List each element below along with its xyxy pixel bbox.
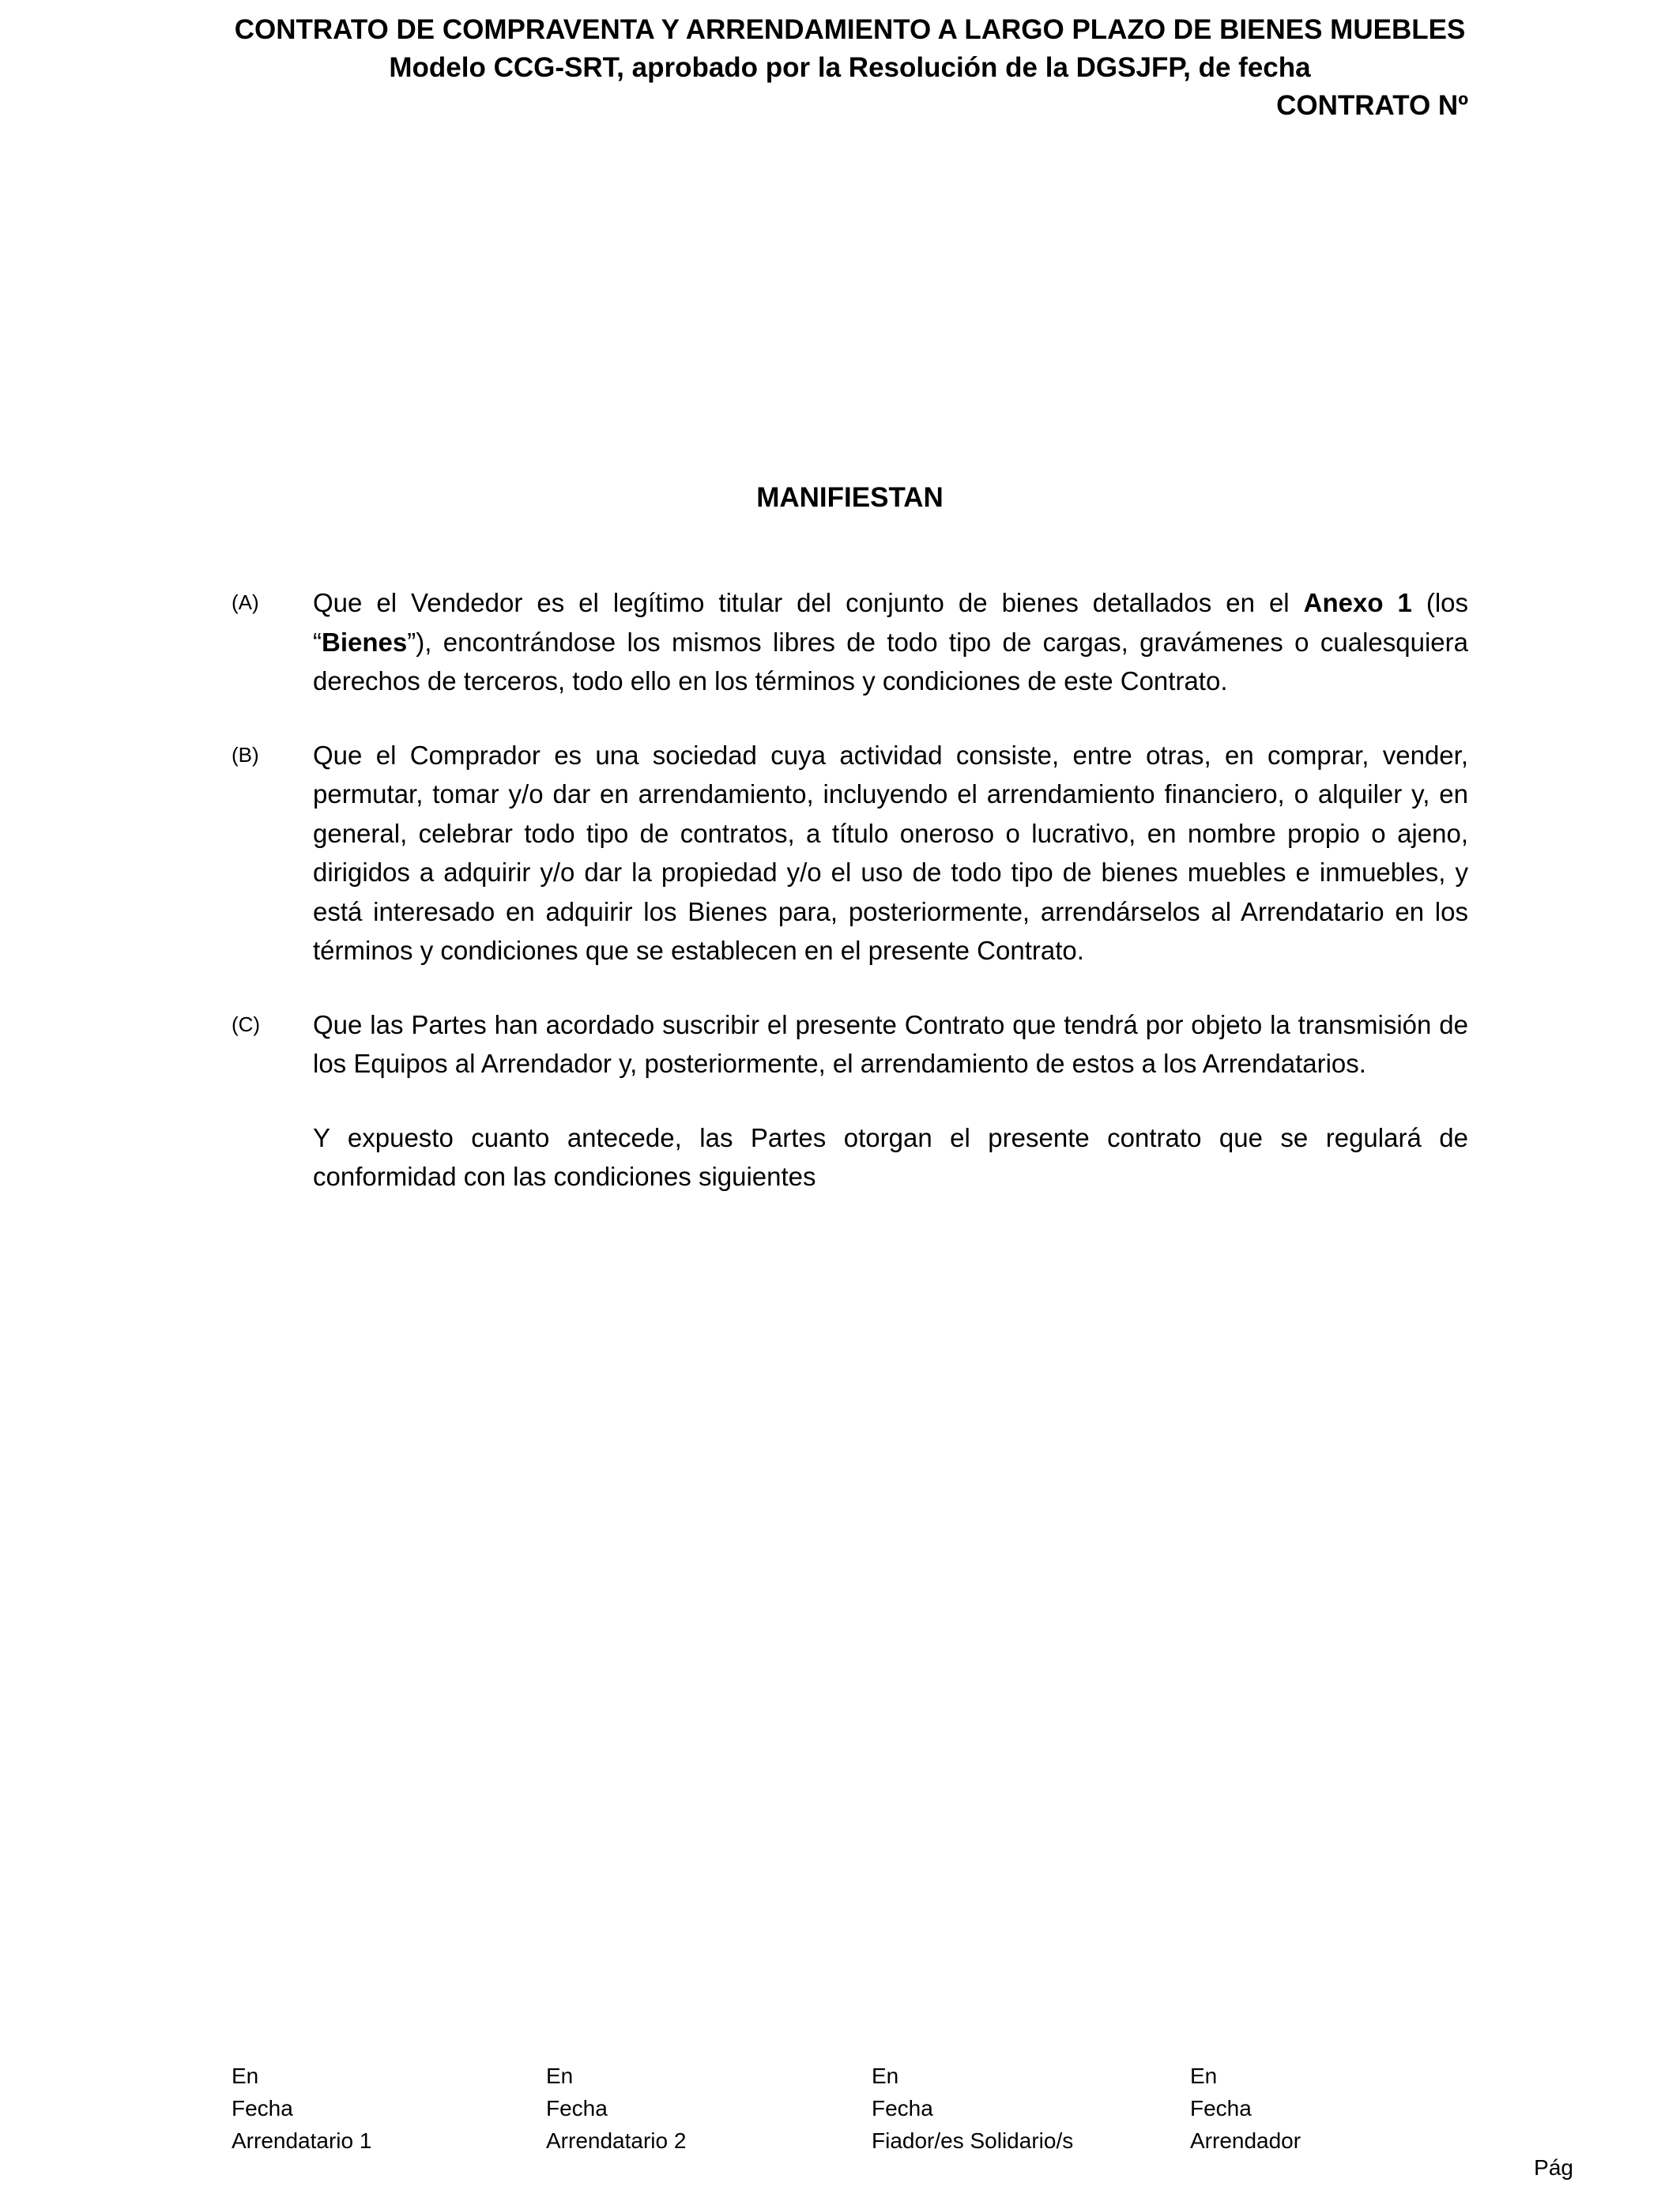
document-title: CONTRATO DE COMPRAVENTA Y ARRENDAMIENTO A LARGO PLAZO DE BIENES MUEBLES xyxy=(234,14,1466,45)
document-header xyxy=(232,11,1468,125)
page-number-label: Pág xyxy=(1534,2155,1573,2180)
recital-a xyxy=(232,583,1468,701)
closing-paragraph-row xyxy=(232,1118,1468,1197)
signature-block-arrendatario-2 xyxy=(546,2060,686,2157)
signature-row xyxy=(232,2060,1680,2178)
recitals-section xyxy=(232,583,1468,1231)
signature-date-label: Fecha xyxy=(232,2096,293,2120)
signature-party-label: Arrendatario 1 xyxy=(232,2128,372,2153)
recital-b xyxy=(232,736,1468,971)
recital-c-marker: (C) xyxy=(232,1012,261,1036)
signature-date-label: Fecha xyxy=(1190,2096,1252,2120)
recital-c xyxy=(232,1005,1468,1084)
signature-place-label: En xyxy=(232,2064,259,2088)
signature-party-label: Arrendador xyxy=(1190,2128,1301,2153)
document-subtitle: Modelo CCG-SRT, aprobado por la Resolución de la DGSJFP, de fecha xyxy=(389,52,1311,83)
contract-number-label: CONTRATO Nº xyxy=(1276,90,1468,121)
signature-block-arrendatario-1 xyxy=(232,2060,371,2157)
signature-place-label: En xyxy=(872,2064,899,2088)
recital-a-text: Que el Vendedor es el legítimo titular del conjunto de bienes detallados en el Anexo 1 (los “Bienes”), encontrándose los mismos libres de todo tipo de cargas, gravámenes o cualesquiera derechos de terceros, todo ello en los términos y condiciones de este Contrato. xyxy=(313,588,1469,696)
signature-date-label: Fecha xyxy=(872,2096,933,2120)
signature-place-label: En xyxy=(546,2064,574,2088)
recital-a-marker: (A) xyxy=(232,590,259,614)
recital-b-marker: (B) xyxy=(232,742,259,767)
signature-place-label: En xyxy=(1190,2064,1218,2088)
recital-c-text: Que las Partes han acordado suscribir el presente Contrato que tendrá por objeto la transmisión de los Equipos al Arrendador y, posteriormente, el arrendamiento de estos a los Arrendatarios. xyxy=(313,1009,1468,1078)
signature-block-arrendador xyxy=(1190,2060,1301,2157)
recital-b-text: Que el Comprador es una sociedad cuya actividad consiste, entre otras, en comprar, vender, permutar, tomar y/o dar en arrendamiento, incluyendo el arrendamiento financiero, o alquiler y, en general, celebrar todo tipo de contratos, a título oneroso o lucrativo, en nombre propio o ajeno, dirigidos a adquirir y/o dar la propiedad y/o el uso de todo tipo de bienes muebles e inmuebles, y está interesado en adquirir los Bienes para, posteriormente, arrendárselos al Arrendatario en los términos y condiciones que se establecen en el presente Contrato. xyxy=(313,740,1468,965)
signature-party-label: Arrendatario 2 xyxy=(546,2128,687,2153)
section-heading-manifiestan: MANIFIESTAN xyxy=(756,482,944,513)
closing-paragraph-indent xyxy=(232,1118,313,1197)
signature-date-label: Fecha xyxy=(546,2096,608,2120)
closing-paragraph-text: Y expuesto cuanto antecede, las Partes otorgan el presente contrato que se regulará de conformidad con las condiciones siguientes xyxy=(313,1122,1468,1191)
signature-party-label: Fiador/es Solidario/s xyxy=(872,2128,1074,2153)
signature-block-fiador-solidario xyxy=(872,2060,1073,2157)
